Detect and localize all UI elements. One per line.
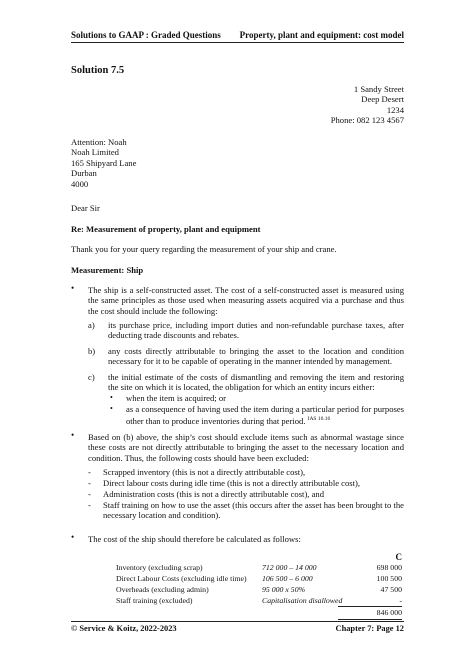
recipient-line: Durban: [71, 168, 97, 179]
excluded-cost: Direct labour costs during idle time (this is not a directly attributable cost),: [103, 478, 361, 488]
cost-amount: 47 500: [380, 585, 402, 594]
cost-item: Staff training (excluded): [116, 596, 193, 605]
sub-bullet-marker: •: [110, 393, 113, 402]
cost-item: Inventory (excluding scrap): [116, 563, 203, 572]
dash-marker: -: [88, 478, 91, 488]
cost-total: 846 000: [376, 608, 402, 617]
item-text: its purchase price, including import duties and non-refundable purchase taxes, after deducting trade discounts and rebates.: [108, 320, 404, 341]
cost-item: Overheads (excluding admin): [116, 585, 209, 594]
recipient-line: 165 Shipyard Lane: [71, 157, 137, 168]
bullet-paragraph: The cost of the ship should therefore be calculated as follows:: [88, 534, 301, 544]
bullet-marker: •: [71, 532, 75, 542]
solution-title: Solution 7.5: [71, 65, 125, 76]
excluded-cost: Staff training on how to use the asset (this occurs after the asset has been brought to the necessary location and condition).: [103, 500, 404, 521]
cost-calc: 712 000 – 14 000: [262, 563, 317, 572]
sender-address-line: Phone: 082 123 4567: [330, 115, 404, 126]
recipient-address: [71, 137, 136, 189]
section-heading: Measurement: Ship: [71, 265, 144, 275]
cost-item: Direct Labour Costs (excluding idle time): [116, 574, 247, 583]
bullet-paragraph: The ship is a self-constructed asset. The cost of a self-constructed asset is measured using the same principles as those used when measuring assets acquired via a purchase and thus the cost should include the following:: [88, 285, 404, 316]
recipient-line: Noah Limited: [71, 147, 119, 158]
sub-bullet-text: as a consequence of having used the item during a particular period for purposes other than to produce inventories during that period.: [126, 404, 404, 427]
bullet-marker: •: [71, 430, 75, 440]
intro-paragraph: Thank you for your query regarding the measurement of your ship and crane.: [71, 244, 337, 254]
subject-line: Re: Measurement of property, plant and equipment: [71, 224, 261, 234]
cost-amount: 698 000: [376, 563, 402, 572]
cost-calc: 95 000 x 50%: [262, 585, 306, 594]
header-rule: [71, 42, 404, 43]
sender-address-line: Deep Desert: [361, 94, 404, 105]
dash-marker: -: [88, 489, 91, 499]
ias-citation: IAS 16.16: [307, 416, 331, 423]
item-text: any costs directly attributable to bringing the asset to the location and condition necessary for it to be capable of operating in the manner intended by management.: [108, 346, 404, 367]
footer-copyright: © Service & Koitz, 2022-2023: [71, 624, 177, 633]
sender-address: [331, 84, 404, 126]
cost-calc: Capitalisation disallowed: [262, 596, 343, 605]
header-book-title: Solutions to GAAP : Graded Questions: [71, 30, 221, 40]
sub-bullet-text: when the item is acquired; or: [126, 393, 226, 403]
total-rule: [338, 606, 402, 607]
bullet-paragraph: Based on (b) above, the ship’s cost should exclude items such as abnormal wastage since these costs are not directly attributable to bringing the asset to the necessary location and condition. Thus, the following costs should have been excluded:: [88, 432, 404, 463]
sub-bullet-item: [126, 404, 404, 426]
excluded-cost: Administration costs (this is not a directly attributable cost), and: [103, 489, 325, 499]
recipient-line: 4000: [71, 178, 89, 189]
page-header: [71, 30, 404, 42]
cost-amount: -: [399, 596, 402, 605]
sender-address-line: 1234: [386, 104, 404, 115]
item-text: the initial estimate of the costs of dismantling and removing the item and restoring the site on which it is located, the obligation for which an entity incurs either:: [108, 372, 404, 393]
item-label: a): [88, 320, 95, 330]
currency-header: C: [395, 552, 402, 562]
dash-marker: -: [88, 500, 91, 510]
page-footer: [71, 624, 404, 636]
item-label: b): [88, 346, 96, 356]
sender-address-line: 1 Sandy Street: [353, 84, 404, 94]
total-rule: [338, 619, 402, 620]
footer-rule: [71, 621, 404, 622]
excluded-cost: Scrapped inventory (this is not a directly attributable cost),: [103, 467, 306, 477]
salutation: Dear Sir: [71, 203, 100, 213]
cost-calc: 106 500 – 6 000: [262, 574, 313, 583]
header-chapter-title: Property, plant and equipment: cost model: [239, 30, 404, 40]
bullet-marker: •: [71, 283, 75, 293]
recipient-line: Attention: Noah: [71, 137, 127, 147]
cost-amount: 100 500: [376, 574, 402, 583]
dash-marker: -: [88, 467, 91, 477]
sub-bullet-marker: •: [110, 404, 113, 413]
footer-page-number: Chapter 7: Page 12: [335, 624, 404, 633]
item-label: c): [88, 372, 95, 382]
